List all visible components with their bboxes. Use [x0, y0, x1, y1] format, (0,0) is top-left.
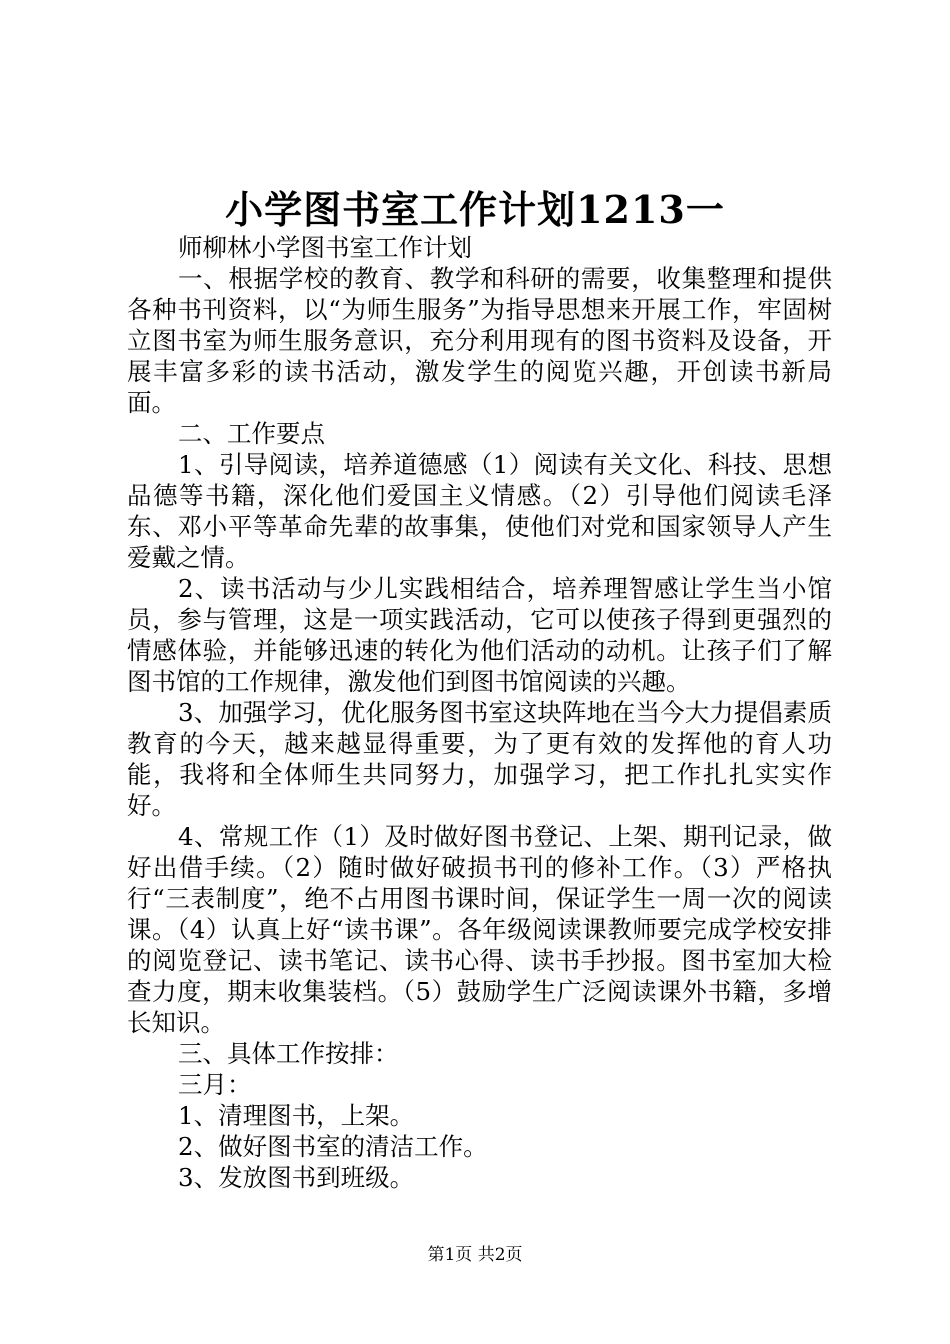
paragraph-point-one: 1、引导阅读，培养道德感（1）阅读有关文化、科技、思想品德等书籍，深化他们爱国主义情感。（2）引导他们阅读毛泽东、邓小平等革命先辈的故事集，使他们对党和国家领导人产生爱戴之情。: [127, 450, 832, 572]
document-title: 小学图书室工作计划1213一: [225, 187, 725, 232]
paragraph-point-four: 4、常规工作（1）及时做好图书登记、上架、期刊记录，做好出借手续。（2）随时做好破损书刊的修补工作。（3）严格执行“三表制度”，绝不占用图书课时间，保证学生一周一次的阅读课。（4）认真上好“读书课”。各年级阅读课教师要完成学校安排的阅览登记、读书笔记、读书心得、读书手抄报。图书室加大检查力度，期末收集装档。（5）鼓励学生广泛阅读课外书籍，多增长知识。: [127, 822, 832, 1037]
paragraph-month-march: 三月：: [178, 1070, 252, 1099]
paragraph-task-three: 3、发放图书到班级。: [178, 1163, 415, 1192]
paragraph-section-three-heading: 三、具体工作按排：: [178, 1039, 399, 1068]
document-body: [127, 232, 832, 1193]
paragraph-section-one: 一、根据学校的教育、教学和科研的需要，收集整理和提供各种书刊资料，以“为师生服务”为指导思想来开展工作，牢固树立图书室为师生服务意识，充分利用现有的图书资料及设备，开展丰富多彩的读书活动，激发学生的阅览兴趣，开创读书新局面。: [127, 264, 832, 417]
page-footer: 第1页 共2页: [427, 1245, 523, 1265]
paragraph-task-two: 2、做好图书室的清洁工作。: [178, 1132, 488, 1161]
paragraph-point-three: 3、加强学习，优化服务图书室这块阵地在当今大力提倡素质教育的今天，越来越显得重要，为了更有效的发挥他的育人功能，我将和全体师生共同努力，加强学习，把工作扎扎实实作好。: [127, 698, 832, 820]
paragraph-task-one: 1、清理图书，上架。: [178, 1101, 415, 1130]
paragraph-point-two: 2、读书活动与少儿实践相结合，培养理智感让学生当小馆员，参与管理，这是一项实践活动，它可以使孩子得到更强烈的情感体验，并能够迅速的转化为他们活动的动机。让孩子们了解图书馆的工作规律，激发他们到图书馆阅读的兴趣。: [127, 574, 832, 696]
paragraph-section-two-heading: 二、工作要点: [178, 419, 325, 448]
paragraph-school-heading: 师柳林小学图书室工作计划: [178, 233, 472, 262]
